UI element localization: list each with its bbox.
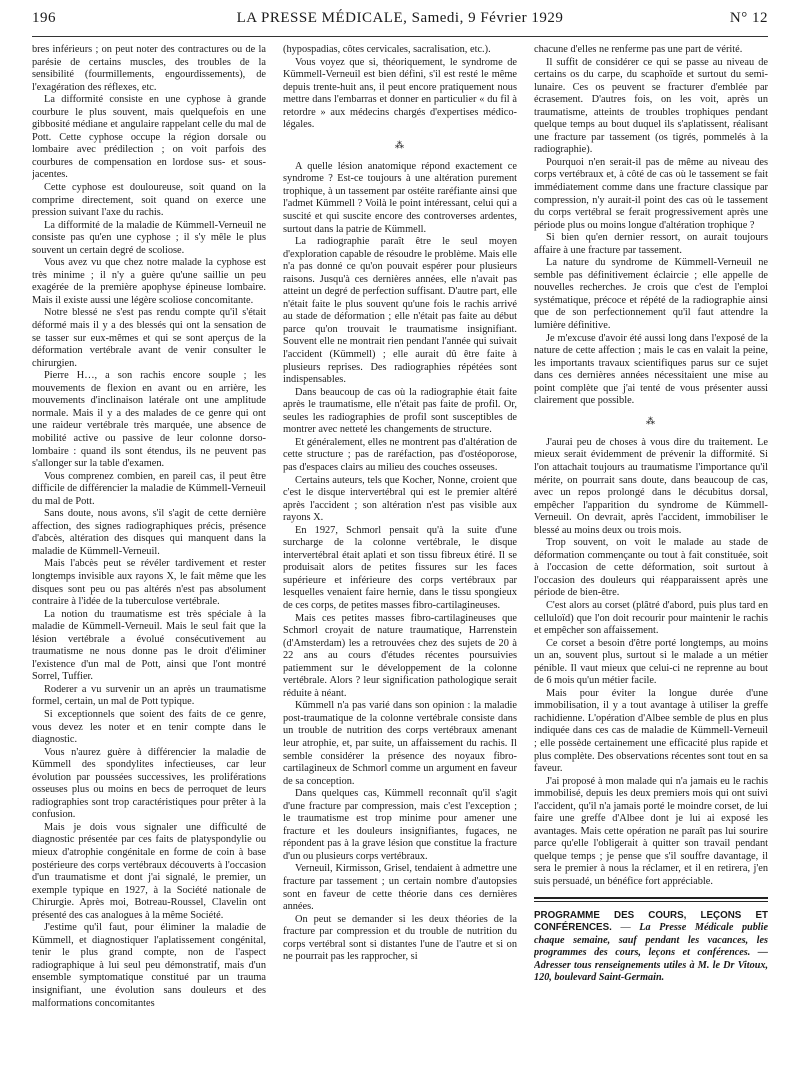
- paragraph: La nature du syndrome de Kümmell-Verneuil ne semble pas définitivement éclaircie ; elle appelle de nouvelles recherches. Je crois que c'est de l'emploi systématique, précoce et répété de la radiographie ainsi que de son perfectionnement qu'il faut attendre la lumière définitive.: [534, 257, 768, 332]
- paragraph: La difformité consiste en une cyphose à grande courbure le plus souvent, mais quelquefois en une gibbosité médiane et angulaire rappelant celle du mal de Pott. Cette cyphose occupe la région dorsale ou lombaire avec prédilection ; on voit parfois des courbures de compensation en lordose sus- et sous-jacentes.: [32, 94, 266, 181]
- paragraph: Sans doute, nous avons, s'il s'agit de cette dernière affection, des signes radiographiques précis, présence d'abcès, altération des disques qui manquent dans la maladie de Kümmell-Verneuil.: [32, 508, 266, 557]
- paragraph: Roderer a vu survenir un an après un traumatisme formel, certain, un mal de Pott typique.: [32, 683, 266, 708]
- paragraph: Vous avez vu que chez notre malade la cyphose est très minime ; il n'y a guère qu'une saillie un peu exagérée de la première apophyse épineuse lombaire. Mais il existe aussi une légère scoliose concomitante.: [32, 257, 266, 306]
- section-stars: [283, 140, 517, 151]
- asterism: ⁂: [646, 415, 656, 426]
- header-rule: [32, 36, 768, 37]
- paragraph: Vous comprenez combien, en pareil cas, il peut être difficile de différencier la maladie de Kümmell-Verneuil du mal de Pott.: [32, 470, 266, 507]
- section-stars: [534, 416, 768, 427]
- paragraph: La radiographie paraît être le seul moyen d'exploration capable de résoudre le problème. Mais elle n'a pas donné ce qu'on pouvait espérer pour plusieurs raisons. Jusqu'à ces dernières années, elle n'avait pas atteint un degré de perfection suffisant. D'autre part, elle n'était faite le plus souvent qu'une fois le rachis arrivé au stade de déformation ; elle n'était pas faite au début parce qu'on trouvait le traumatisme insignifiant. Souvent elle ne montrait rien pendant l'année qui suivait l'accident (Kümmell) ; elle aurait dû être faite à plusieurs reprises. Des radiographies répétées sont indispensables.: [283, 236, 517, 386]
- paragraph: Vous n'aurez guère à différencier la maladie de Kümmell des spondylites infectieuses, car leur évolution par poussées successives, les proliférations osseuses plus ou moins en becs de perroquet de leurs radiographies sont trop caractéristiques pour prêter à la confusion.: [32, 746, 266, 821]
- article-columns: [32, 44, 768, 1069]
- paragraph: Dans beaucoup de cas où la radiographie était faite après le traumatisme, elle n'était pas faite de profil. Or, seules les radiographies de profil sont susceptibles de montrer avec netteté les changements de structure.: [283, 386, 517, 436]
- programme-journal: La Presse Médicale: [639, 922, 734, 934]
- paragraph: Verneuil, Kirmisson, Grisel, tendaient à admettre une fracture par tassement ; un certain nombre d'autopsies sont en faveur de cette théorie dans ces dernières années.: [283, 863, 517, 913]
- column-3: [534, 44, 768, 1069]
- paragraph: bres inférieurs ; on peut noter des contractures ou de la parésie de certains muscles, des troubles de la sensibilité (fourmillements, engourdissements), de l'exagération des réflexes, etc.: [32, 44, 266, 93]
- page-header: [32, 10, 768, 44]
- paragraph: Mais je dois vous signaler une difficulté de diagnostic présentée par ces faits de platyspondylie ou mieux d'atrophie congénitale en forme de coin à base postérieure des corps vertébraux découverts à l'occasion d'un traumatisme et dont j'ai signalé, le premier, un exemple typique en 1927, à la Société nationale de Chirurgie. Après moi, Botreau-Roussel, Clavelin ont présenté des cas analogues à la même Société.: [32, 821, 266, 921]
- paragraph: La difformité de la maladie de Kümmell-Verneuil ne consiste pas qu'en une cyphose ; il s'y mêle le plus souvent un certain degré de scoliose.: [32, 219, 266, 256]
- paragraph: J'estime qu'il faut, pour éliminer la maladie de Kümmell, et diagnostiquer l'aplatissement congénital, tenir le plus grand compte, non de l'aspect radiographique à lui seul peu démonstratif, mais d'un ensemble symptomatique constitué par un trauma insignifiant, une évolution sans douleurs et des malformations concomitantes: [32, 922, 266, 1009]
- column-2: [283, 44, 517, 1069]
- journal-title: LA PRESSE MÉDICALE, Samedi, 9 Février 1929: [236, 10, 564, 26]
- paragraph: Si exceptionnels que soient des faits de ce genre, vous devez les noter et en tenir compte dans le diagnostic.: [32, 708, 266, 746]
- paragraph: Si bien qu'en dernier ressort, on aurait toujours affaire à une fracture par tassement.: [534, 232, 768, 256]
- paragraph: Certains auteurs, tels que Kocher, Nonne, croient que c'est le disque intervertébral qui est le premier altéré après l'accident ; son altération n'est pas visible aux rayons X.: [283, 474, 517, 524]
- programme-rule-thick: [534, 897, 768, 899]
- paragraph: Notre blessé ne s'est pas rendu compte qu'il s'était déformé mais il y a des blessés qui ont la sensation de se tasser sur eux-mêmes et qui se sont aperçus de la déformation vertébrale avant de venir consulter le chirurgien.: [32, 307, 266, 369]
- programme-notice: [534, 910, 768, 985]
- paragraph: On peut se demander si les deux théories de la fracture par compression et du trouble de nutrition du corps vertébral sont si distantes l'une de l'autre et si on ne pourrait pas les rapprocher, si: [283, 913, 517, 963]
- paragraph: Je m'excuse d'avoir été aussi long dans l'exposé de la nature de cette affection ; mais le cas en valait la peine, les importants travaux scientifiques parus sur ce sujet dans ces dernières années nécessitaient une mise au point complète que j'ai tenté de vous présenter aussi clairement que possible.: [534, 332, 768, 407]
- paragraph: A quelle lésion anatomique répond exactement ce syndrome ? Est-ce toujours à une altération purement trophique, à un tassement par ostéite raréfiante ainsi que l'admet Kümmell ? Voilà le point intéressant, celui qui a suscité et qui suscite encore des controverses ardentes, surtout dans la patrie de Kümmell.: [283, 160, 517, 235]
- paragraph: Mais pour éviter la longue durée d'une immobilisation, il y a tout avantage à utiliser la greffe rachidienne. L'opération d'Albee semble de plus en plus indiquée dans ces cas de maladie de Kümmell-Verneuil ; elle possède certainement une efficacité plus rapide et plus complète. Des observations récentes sont tout en sa faveur.: [534, 687, 768, 775]
- page-number: 196: [32, 10, 56, 26]
- paragraph: Trop souvent, on voit le malade au stade de déformation commençante ou tout à fait constituée, soit à l'occasion de cette déformation, soit surtout à l'occasion des douleurs qui réapparaissent après une période de bien-être.: [534, 537, 768, 599]
- asterism: ⁂: [395, 139, 405, 150]
- paragraph: C'est alors au corset (plâtré d'abord, puis plus tard en celluloïd) que l'on doit recourir pour maintenir le rachis et empêcher son affaissement.: [534, 599, 768, 637]
- paragraph: Pourquoi n'en serait-il pas de même au niveau des corps vertébraux et, à côté de cas où le tassement se fait immédiatement comme dans une fracture classique par compression, n'y aurait-il point des cas où le tassement du corps vertébral se ferait progressivement après une période plus ou moins longue d'altération trophique ?: [534, 156, 768, 231]
- paragraph: La notion du traumatisme est très spéciale à la maladie de Kümmell-Verneuil. Mais le seul fait que la lésion vertébrale a évolué consécutivement au traumatisme ne nous donne pas le droit d'éliminer l'existence d'un mal de Pott, ainsi que l'ont montré Sorrel, Tuffier.: [32, 608, 266, 683]
- paragraph: Cette cyphose est douloureuse, soit quand on la comprime directement, soit quand on exerce une pression suivant l'axe du rachis.: [32, 182, 266, 219]
- column-1: [32, 44, 266, 1069]
- paragraph: Kümmell n'a pas varié dans son opinion : la maladie post-traumatique de la colonne vertébrale consiste dans un trouble de nutrition des corps vertébraux amenant leur atrophie, et, par suite, un affaissement du rachis. Il semble considérer la présence des noyaux fibro-cartilagineux de Schmorl comme un argument en faveur de sa conception.: [283, 700, 517, 787]
- paragraph: Pierre H…, a son rachis encore souple ; les mouvements de flexion en avant ou en arrière, les mouvements d'inclinaison latérale ont une amplitude normale. Mais il y a des malades de ce genre qui ont une raideur vertébrale très marquée, une absence de mobilité active ou passive de leur colonne dorso-lombaire : quand ils sont étendus, ils ne peuvent pas s'allonger sur la table d'examen.: [32, 370, 266, 470]
- paragraph: Mais ces petites masses fibro-cartilagineuses que Schmorl croyait de nature traumatique, Harrenstein (d'Amsterdam) les a retrouvées chez des sujets de 20 à 22 ans au cours d'études récentes poursuivies patiemment sur le développement de la colonne vertébrale. Alors ? leur signification pathologique serait réduite à néant.: [283, 612, 517, 699]
- paragraph: Il suffit de considérer ce qui se passe au niveau de certains os du carpe, du scaphoïde et surtout du semi-lunaire. Ces os peuvent se fracturer d'emblée par écrasement. D'autres fois, on les voit, après un traumatisme, atteints de troubles trophiques pendant quelque temps au bout duquel ils s'aplatissent, réalisant une fracture par tassement (os tigrés, pommelés à la radiographie).: [534, 56, 768, 156]
- programme-dash: —: [611, 922, 640, 934]
- paragraph: Et généralement, elles ne montrent pas d'altération de cette structure ; pas de raréfaction, pas d'ostéoporose, pas d'espaces clairs au milieu des couches osseuses.: [283, 436, 517, 473]
- paragraph: Ce corset a besoin d'être porté longtemps, au moins un an, souvent plus, surtout si le malade a un métier pénible. Il vaut mieux que celui-ci ne reprenne au bout de 6 mois qu'un métier facile.: [534, 637, 768, 687]
- paragraph: J'ai proposé à mon malade qui n'a jamais eu le rachis immobilisé, depuis les deux premiers mois qui ont suivi l'accident, qu'il n'a jamais porté le moindre corset, de lui faire une greffe d'Albee dont je lui ai exposé les avantages. Mais cette opération ne paraît pas lui sourire parce qu'elle l'obligerait à quitter son travail pendant quelque temps ; je pense que s'il souffre davantage, il sera le premier à nous la réclamer, et il en retirera, j'en suis persuadé, un bénéfice fort appréciable.: [534, 775, 768, 887]
- paragraph: Dans quelques cas, Kümmell reconnaît qu'il s'agit d'une fracture par compression, mais c'est l'exception ; le traumatisme est trop minime pour amener une fracture et les douleurs insignifiantes, fugaces, ne répondent pas à la grave lésion que constitue la fracture d'un ou plusieurs corps vertébraux.: [283, 788, 517, 862]
- paragraph: J'aurai peu de choses à vous dire du traitement. Le mieux serait évidemment de prévenir la difformité. Si l'on attachait toujours au traumatisme l'importance qu'il mérite, on pourrait sans doute, dans beaucoup de cas, avec un repos prolongé dans le décubitus dorsal, empêcher l'apparition du syndrome de Kümmell-Verneuil. On devrait, après l'accident, immobiliser le blessé au moins deux ou trois mois.: [534, 436, 768, 536]
- issue-number: N° 12: [729, 10, 768, 26]
- paragraph: Vous voyez que si, théoriquement, le syndrome de Kümmell-Verneuil est bien défini, s'il est resté le même depuis trente-huit ans, il peut encore pratiquement nous mettre dans l'embarras et donner en particulier « du fil à retordre » aux médecins chargés d'expertises médico-légales.: [283, 56, 517, 131]
- paragraph: (hypospadias, côtes cervicales, sacralisation, etc.).: [283, 44, 491, 55]
- programme-rule-thin: [534, 901, 768, 902]
- programme-text: publie chaque semaine, sauf pendant les vacances, les programmes des cours, leçons et conférences. — Adresser tous renseignements utiles à M. le Dr Vitoux, 120, boulevard Saint-Germain.: [534, 922, 768, 984]
- paragraph: En 1927, Schmorl pensait qu'à la suite d'une surcharge de la colonne vertébrale, le disque intervertébral était aplati et son tissu fibreux étiré. Il se produisait alors de petites fissures sur les faces supérieure et inférieure des corps vertébraux par lesquelles venaient faire hernie, dans le tissu spongieux de ces corps, de petites masses fibro-cartilagineuses.: [283, 524, 517, 611]
- paragraph: Mais l'abcès peut se révéler tardivement et rester longtemps invisible aux rayons X, le fait même que les disques sont peu ou pas altérés n'est pas absolument contraire à l'idée de la tuberculose vertébrale.: [32, 558, 266, 608]
- programme-heading: PROGRAMME DES COURS, LEÇONS ET CONFÉRENCES.: [534, 909, 768, 934]
- paragraph: chacune d'elles ne renferme pas une part de vérité.: [534, 44, 743, 55]
